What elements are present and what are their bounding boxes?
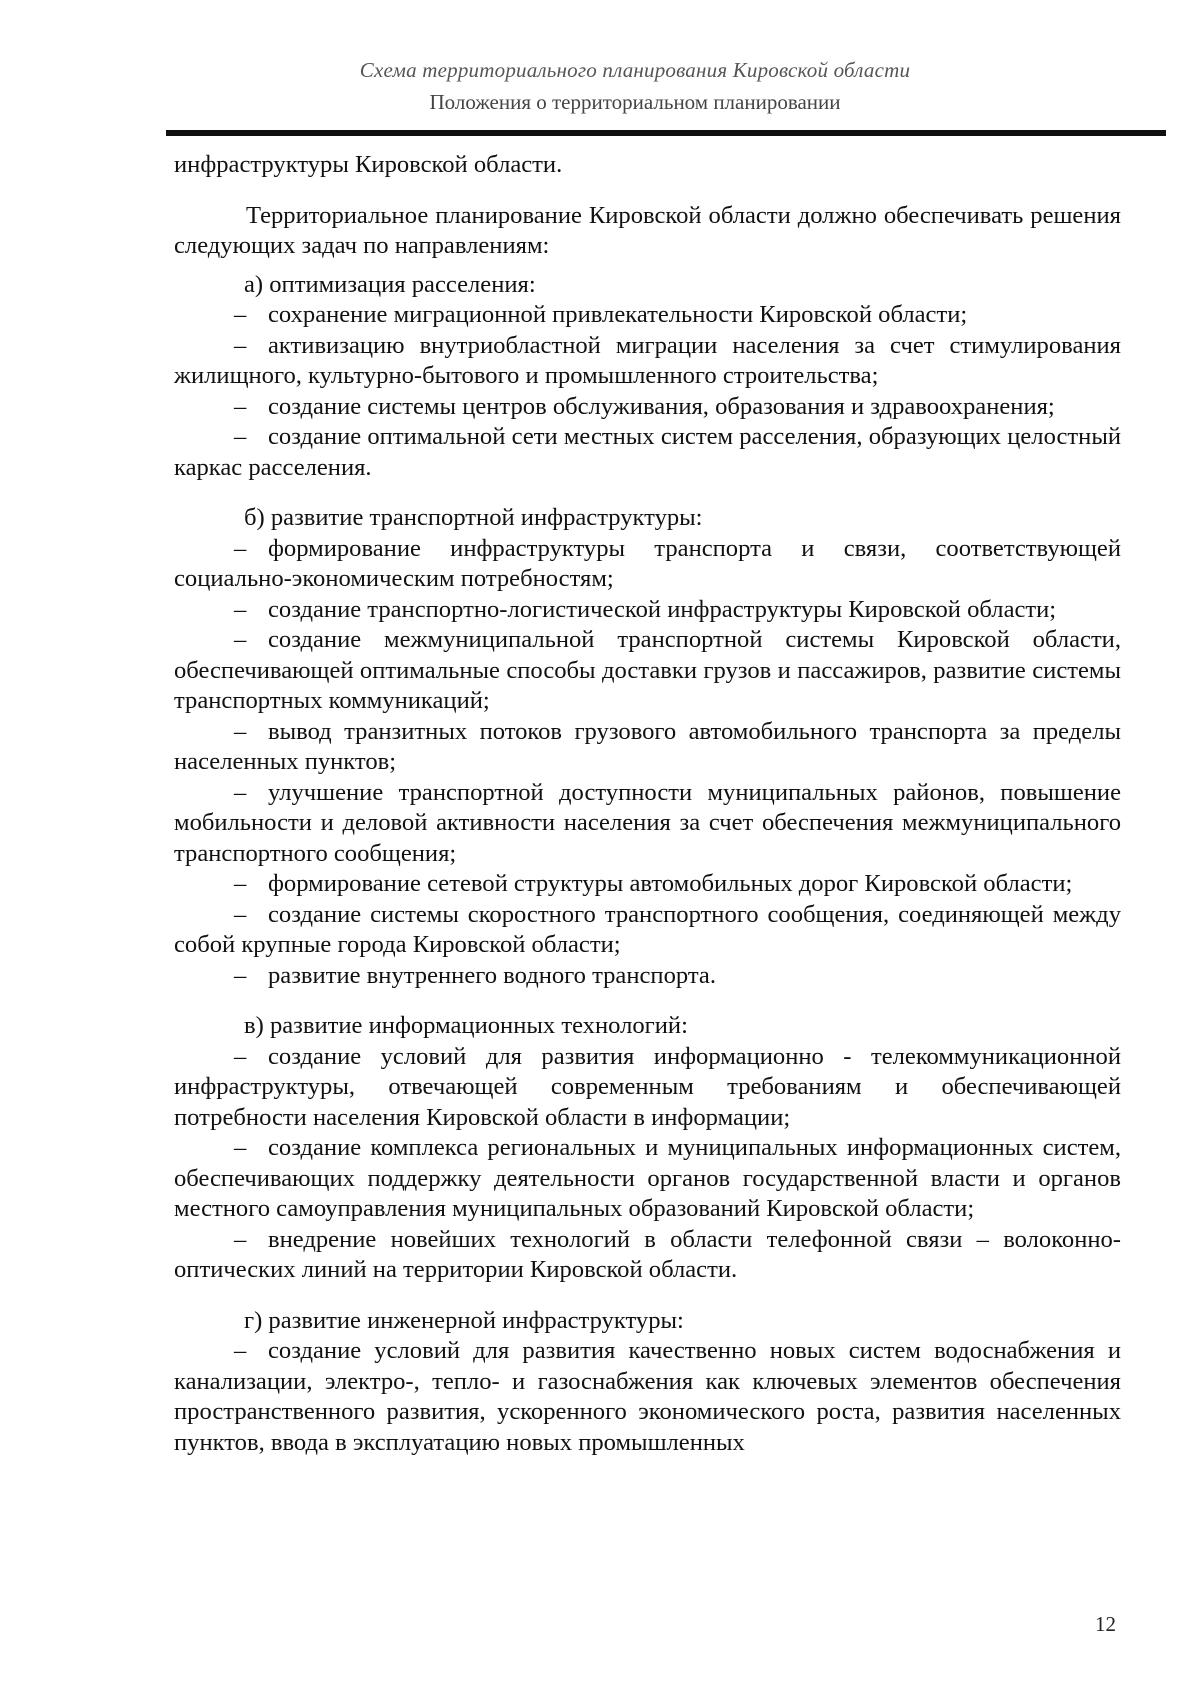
running-header-title: Схема территориального планирования Кировской области: [359, 58, 911, 82]
list-item: [174, 1042, 1121, 1134]
list-item-text: активизацию внутриобластной миграции населения за счет стимулирования жилищного, культурно-бытового и промышленного строительства;: [174, 331, 1121, 389]
list-item: [174, 717, 1121, 778]
dash-marker: –: [234, 870, 247, 897]
list-item-text: создание условий для развития информационно - телекоммуникационной инфраструктуры, отвечающей современным требованиям и обеспечивающей потребности населения Кировской области в информации;: [174, 1042, 1121, 1131]
list-item-text: создание комплекса региональных и муниципальных информационных систем, обеспечивающих поддержку деятельности органов государственной власти и органов местного самоуправления муниципальных образований Кировской области;: [174, 1134, 1121, 1222]
list-item-text: вывод транзитных потоков грузового автомобильного транспорта за пределы населенных пунктов;: [174, 717, 1121, 775]
list-item: [174, 900, 1121, 961]
list-item: [174, 534, 1121, 595]
list-item: [174, 1225, 1121, 1286]
section-heading: а) оптимизация расселения:: [244, 270, 536, 298]
section-heading: б) развитие транспортной инфраструктуры:: [244, 504, 703, 531]
section-gap: [174, 483, 1121, 503]
dash-marker: –: [234, 961, 247, 989]
dash-marker: –: [234, 900, 247, 928]
list-item-text: развитие внутреннего водного транспорта.: [268, 961, 716, 989]
list-item: [174, 869, 1121, 900]
dash-marker: –: [234, 534, 247, 562]
section-heading: г) развитие инженерной инфраструктуры:: [244, 1306, 684, 1334]
section-heading: в) развитие информационных технологий:: [244, 1012, 688, 1039]
list-item-text: внедрение новейших технологий в области телефонной связи – волоконно-оптических линий на территории Кировской области.: [174, 1225, 1121, 1283]
dash-marker: –: [234, 778, 247, 806]
list-item: [174, 422, 1121, 483]
header-divider: [166, 130, 1166, 136]
list-item: [174, 778, 1121, 870]
dash-marker: –: [234, 595, 247, 623]
sections-list: [174, 270, 1121, 1459]
list-item-text: формирование сетевой структуры автомобильных дорог Кировской области;: [268, 870, 1073, 897]
dash-marker: –: [234, 331, 247, 359]
list-item: [174, 300, 1121, 331]
intro-paragraph: Территориальное планирование Кировской области должно обеспечивать решения следующих задач по направлениям:: [174, 201, 1121, 259]
list-item: [174, 625, 1121, 717]
document-body: [174, 150, 1121, 1458]
dash-marker: –: [234, 1134, 247, 1161]
list-item-text: создание системы скоростного транспортного сообщения, соединяющей между собой крупные города Кировской области;: [174, 900, 1121, 958]
list-item-text: создание транспортно-логистической инфраструктуры Кировской области;: [268, 595, 1057, 623]
dash-marker: –: [234, 717, 247, 745]
dash-marker: –: [234, 392, 247, 420]
list-item: [174, 961, 1121, 992]
dash-marker: –: [234, 423, 247, 450]
page-number: 12: [1095, 1612, 1116, 1636]
list-item-text: создание условий для развития качественно новых систем водоснабжения и канализации, электро-, тепло- и газоснабжения как ключевых элементов обеспечения пространственного развития, ускоренного экономического роста, развития населенных пунктов, ввода в эксплуатацию новых промышленных: [174, 1337, 1121, 1456]
list-item: [174, 331, 1121, 392]
list-item: [174, 595, 1121, 626]
list-item: [174, 1336, 1121, 1458]
list-item-text: создание системы центров обслуживания, образования и здравоохранения;: [268, 392, 1055, 420]
dash-marker: –: [234, 1042, 247, 1070]
dash-marker: –: [234, 1225, 247, 1253]
section-gap: [174, 1286, 1121, 1306]
list-item-text: создание оптимальной сети местных систем расселения, образующих целостный каркас расселения.: [174, 423, 1121, 481]
running-header-subtitle: Положения о территориальном планировании: [429, 90, 841, 114]
list-item-text: формирование инфраструктуры транспорта и связи, соответствующей социально-экономическим потребностям;: [174, 534, 1121, 592]
dash-marker: –: [234, 301, 247, 328]
list-item: [174, 1133, 1121, 1225]
dash-marker: –: [234, 626, 247, 653]
section-gap: [174, 991, 1121, 1011]
list-item-text: улучшение транспортной доступности муниципальных районов, повышение мобильности и деловой активности населения за счет обеспечения межмуниципального транспортного сообщения;: [174, 778, 1121, 867]
list-item-text: создание межмуниципальной транспортной системы Кировской области, обеспечивающей оптимальные способы доставки грузов и пассажиров, развитие системы транспортных коммуникаций;: [174, 626, 1121, 714]
continuation-line: инфраструктуры Кировской области.: [174, 151, 563, 178]
dash-marker: –: [234, 1337, 247, 1364]
list-item: [174, 392, 1121, 423]
list-item-text: сохранение миграционной привлекательности Кировской области;: [268, 301, 968, 328]
